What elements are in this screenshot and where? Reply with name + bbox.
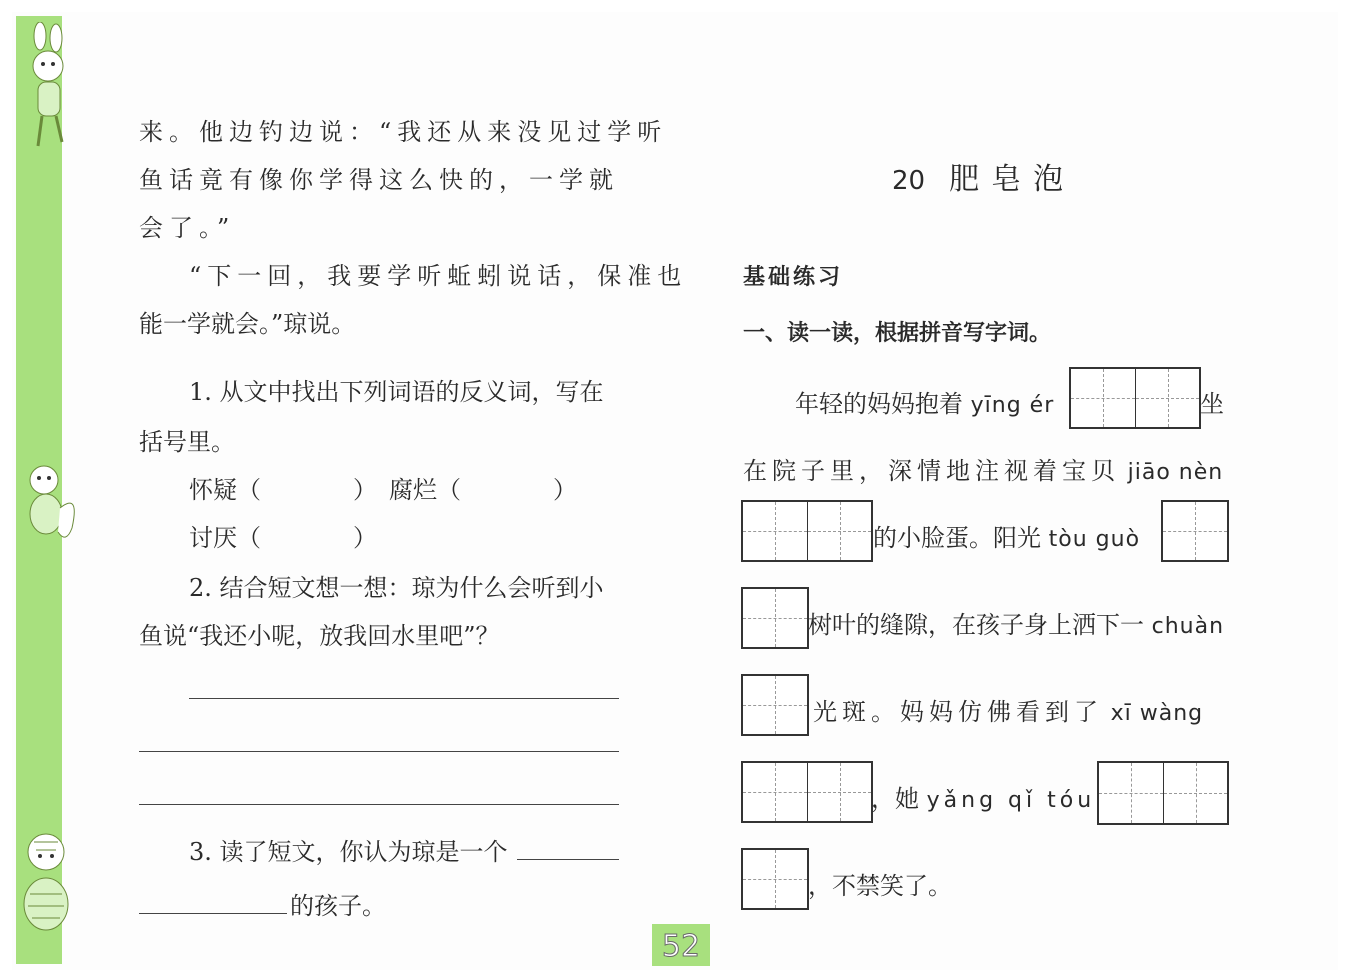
- exercise-line-3: [873, 518, 1140, 553]
- question-3-blank-1[interactable]: [517, 859, 619, 860]
- exercise-line-3-text: 的小脸蛋。阳光: [873, 524, 1041, 552]
- lesson-title-text: 肥皂泡: [949, 162, 1076, 197]
- exercise-line-1-text: 年轻的妈妈抱着: [795, 390, 963, 418]
- exercise-line-5-text: 光斑。妈妈仿佛看到了: [813, 698, 1103, 726]
- pinyin-chuan: chuàn: [1151, 614, 1225, 639]
- exercise-line-2: [743, 451, 1223, 486]
- exercise-line-6: [871, 779, 1095, 814]
- answer-line-3[interactable]: [139, 804, 619, 805]
- pinyin-jiao-nen: jiāo nèn: [1127, 460, 1224, 485]
- answer-box-yang-qi-tou[interactable]: [1097, 761, 1229, 825]
- answer-line-2[interactable]: [139, 751, 619, 752]
- exercise-line-5: [813, 692, 1203, 727]
- question-2-text-cont: 鱼说“我还小呢，放我回水里吧”？: [139, 622, 500, 650]
- question-1-text-cont: 括号里。: [139, 428, 235, 456]
- pinyin-yang-qi-tou: yǎng qǐ tóu: [926, 788, 1096, 813]
- antonym-fulan-label: 腐烂（: [389, 476, 461, 504]
- cartoon-tiger-icon: [14, 826, 80, 942]
- lesson-number: 20: [892, 166, 926, 196]
- question-1-text: 1. 从文中找出下列词语的反义词，写在: [189, 378, 604, 406]
- exercise-line-1-end: 坐: [1200, 390, 1224, 418]
- answer-line-1[interactable]: [189, 698, 619, 699]
- exercise-instruction: 一、读一读，根据拼音写字词。: [743, 321, 1052, 346]
- antonym-huaiyi-label: 怀疑（: [189, 476, 261, 504]
- answer-box-xi-wang[interactable]: [741, 761, 873, 823]
- question-3-text: 3. 读了短文，你认为琼是一个: [189, 838, 508, 866]
- question-2-text: 2. 结合短文想一想：琼为什么会听到小: [189, 574, 604, 602]
- answer-box-jiao-nen[interactable]: [741, 500, 873, 562]
- question-3-blank-2[interactable]: [139, 913, 287, 914]
- story-line-2: 鱼话竟有像你学得这么快的，一学就: [139, 166, 619, 194]
- pinyin-ying-er: yīng ér: [970, 393, 1055, 418]
- antonym-fulan-close: ）: [553, 476, 577, 504]
- story-line-1: 来。他边钓边说：“我还从来没见过学听: [139, 118, 668, 146]
- antonym-taoyan-label: 讨厌（: [189, 524, 261, 552]
- exercise-line-4: [808, 605, 1224, 640]
- cartoon-rabbit-icon: [14, 22, 80, 152]
- story-line-5: 能一学就会。”琼说。: [139, 310, 356, 338]
- exercise-line-1: [795, 384, 1054, 419]
- exercise-line-2-text: 在院子里，深情地注视着宝贝: [743, 457, 1120, 485]
- antonym-taoyan-close: ）: [353, 524, 377, 552]
- antonym-huaiyi-close: ）: [353, 476, 377, 504]
- exercise-line-6-text: ，她: [871, 785, 919, 813]
- lesson-title: [892, 154, 1075, 198]
- pinyin-xi-wang: xī wàng: [1110, 701, 1204, 726]
- answer-box-chuan[interactable]: [741, 674, 809, 736]
- page-number: 52: [652, 924, 710, 966]
- exercise-line-7: ，不禁笑了。: [808, 872, 952, 900]
- answer-box-yang-qi-tou-2[interactable]: [741, 848, 809, 910]
- answer-box-tou-guo[interactable]: [1161, 500, 1229, 562]
- pinyin-tou-guo: tòu guò: [1048, 527, 1141, 552]
- answer-box-ying-er[interactable]: [1069, 367, 1201, 429]
- exercise-line-4-text: 树叶的缝隙，在孩子身上洒下一: [808, 611, 1144, 639]
- story-line-4: “下一回，我要学听蚯蚓说话，保准也: [189, 262, 688, 290]
- question-3-text-cont: 的孩子。: [290, 892, 386, 920]
- section-heading: 基础练习: [743, 265, 844, 290]
- story-line-3: 会了。”: [139, 214, 236, 242]
- answer-box-tou-guo-2[interactable]: [741, 587, 809, 649]
- cartoon-squirrel-icon: [14, 458, 80, 548]
